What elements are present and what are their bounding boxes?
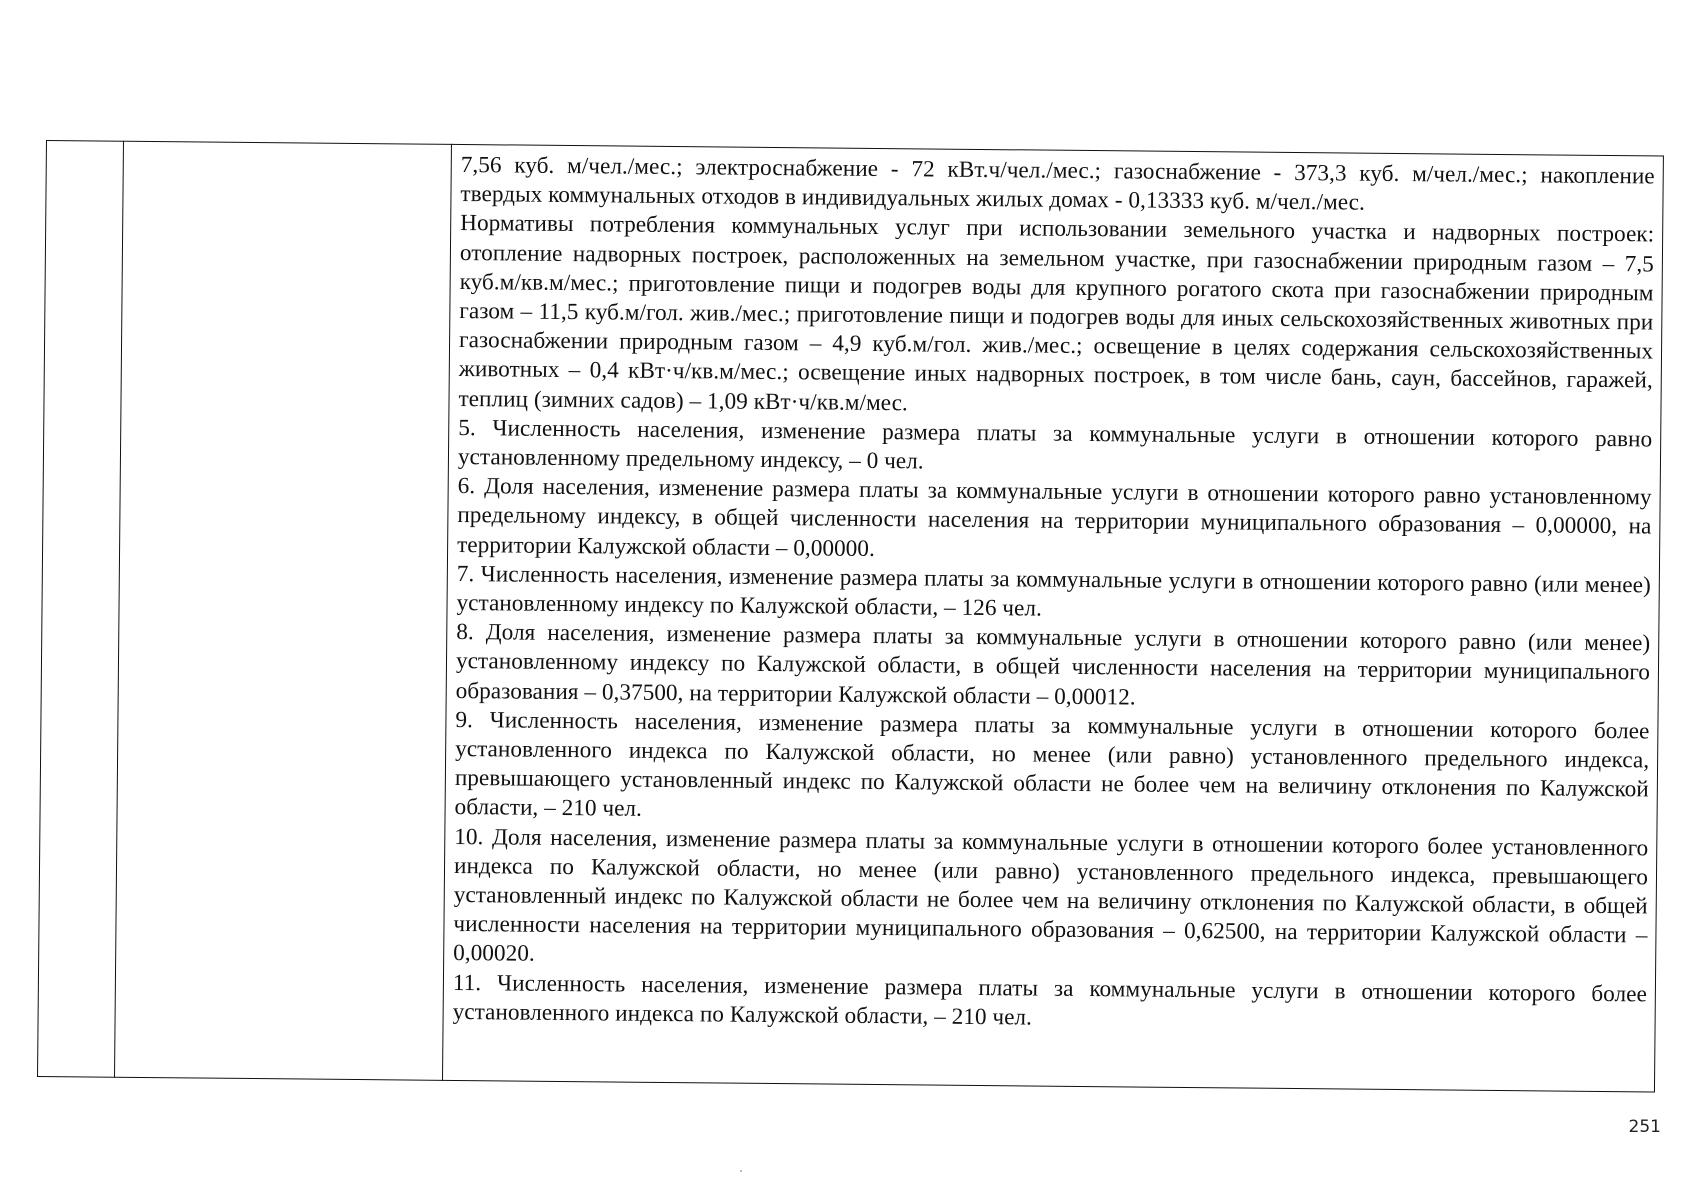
table-column-content	[442, 144, 1664, 1093]
table-column-number	[37, 140, 124, 1078]
paragraph-item-8: 8. Доля населения, изменение размера платы за коммунальные услуги в отношении которого равно (или менее) установленному индексу по Калужской области, в общей численности населения на территории муниципального образования – 0,37500, на территории Калужской области – 0,00012.	[455, 619, 1651, 711]
scan-speck	[740, 1170, 742, 1172]
paragraph-land-norms: Нормативы потребления коммунальных услуг при использовании земельного участка и надворных построек: отопление надворных построек, расположенных на земельном участке, при газоснабжении природным газом – 7,5 куб.м/кв.м/мес.; приготовление пищи и подогрев воды для крупного рогатого скота при газоснабжении природным газом – 11,5 куб.м/гол. жив./мес.; приготовление пищи и подогрев воды для иных сельскохозяйственных животных при газоснабжении природным газом – 4,9 куб.м/гол. жив./мес.; освещение в целях содержания сельскохозяйственных животных – 0,4 кВт·ч/кв.м/мес.; освещение иных надворных построек, в том числе бань, саун, бассейнов, гаражей, теплиц (зимних садов) – 1,09 кВт·ч/кв.м/мес.	[458, 210, 1655, 416]
paragraph-item-11: 11. Численность населения, изменение размера платы за коммунальные услуги в отношении которого более установленного индекса по Калужской области, – 210 чел.	[452, 969, 1647, 1031]
table-cell-text	[453, 151, 1655, 1039]
table-column-name	[114, 141, 452, 1081]
paragraph-item-9: 9. Численность населения, изменение размера платы за коммунальные услуги в отношении которого более установленного индекса по Калужской области, но менее (или равно) установленного предельного индекса, превышающего установленный индекс по Калужской области не более чем на величину отклонения по Калужской области, – 210 чел.	[454, 706, 1650, 823]
page-number: 251	[1628, 1117, 1661, 1137]
paragraph-item-7: 7. Численность населения, изменение размера платы за коммунальные услуги в отношении которого равно (или менее) установленному индексу по Калужской области, – 126 чел.	[456, 560, 1651, 622]
paragraph-item-10: 10. Доля населения, изменение размера платы за коммунальные услуги в отношении которого более установленного индекса по Калужской области, но менее (или равно) установленного предельного индекса, превышающего установленный индекс по Калужской области не более чем на величину отклонения по Калужской области, в общей численности населения на территории муниципального образования – 0,62500, на территории Калужской области – 0,00020.	[453, 823, 1649, 968]
document-table	[37, 140, 1664, 1092]
paragraph-norms-continuation: 7,56 куб. м/чел./мес.; электроснабжение - 72 кВт.ч/чел./мес.; газоснабжение - 373,3 куб. м/чел./мес.; накопление твердых коммунальных отходов в индивидуальных жилых домах - 0,13333 куб. м/чел./мес.	[460, 151, 1655, 216]
paragraph-item-6: 6. Доля населения, изменение размера платы за коммунальные услуги в отношении которого равно установленному предельному индексу, в общей численности населения на территории муниципального образования – 0,00000, на территории Калужской области – 0,00000.	[457, 473, 1652, 562]
paragraph-item-5: 5. Численность населения, изменение размера платы за коммунальные услуги в отношении которого равно установленному предельному индексу, – 0 чел.	[457, 414, 1653, 475]
